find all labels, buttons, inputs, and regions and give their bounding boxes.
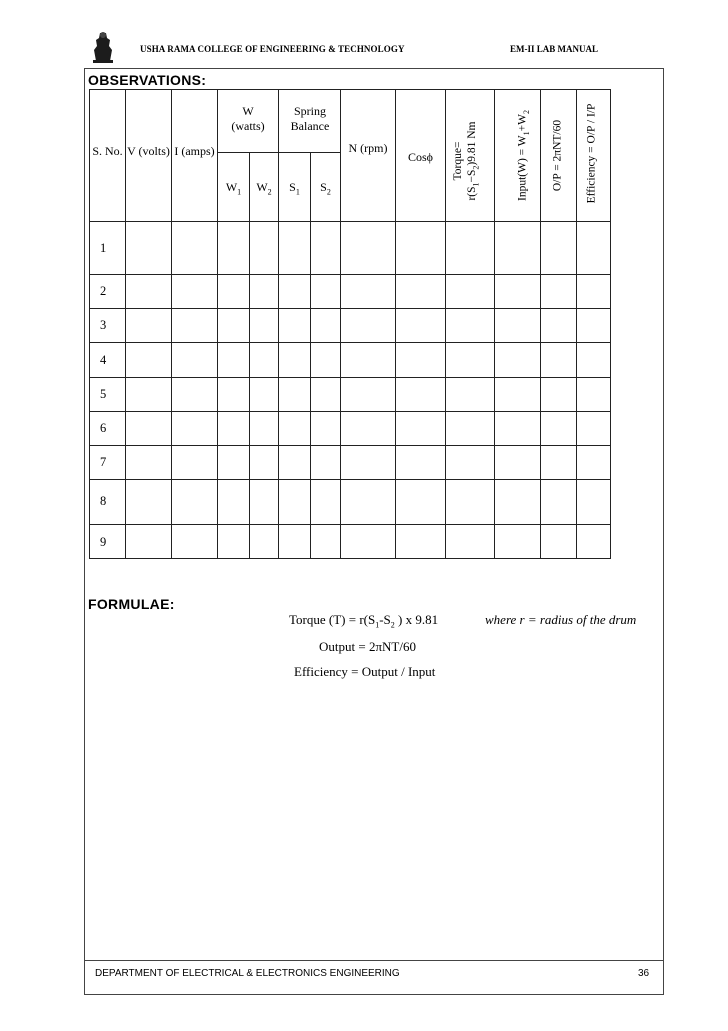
header-cos <box>396 150 445 165</box>
header-amps-text: I (amps) <box>174 144 215 158</box>
header-w1: $W_1$ <box>225 180 242 197</box>
header-input: Input(W) = $W_1+W_2$ <box>516 110 531 202</box>
header-efficiency <box>585 89 600 219</box>
row-number-2: 2 <box>100 284 107 298</box>
formula-output: Output = 2πNT/60 <box>319 639 416 654</box>
header-volts-text: V (volts) <box>127 144 170 158</box>
header-w2: $W_2$ <box>256 180 272 197</box>
row-number-7: 7 <box>100 455 107 469</box>
header-sno <box>90 144 125 159</box>
header-rpm-text: N (rpm) <box>348 141 388 155</box>
header-cos-text: Cosϕ <box>408 150 433 164</box>
row-number-6: 6 <box>100 421 107 435</box>
page-number: 36 <box>638 968 650 979</box>
formula-where: where r = radius of the drum <box>485 612 637 627</box>
header-spring-text: Spring Balance <box>290 104 330 133</box>
row-number-1: 1 <box>100 241 107 255</box>
header-torque: Torque= $r(S_1-S_2)9.81$ Nm <box>452 121 481 201</box>
row-number-5: 5 <box>100 387 107 401</box>
formulae-title: FORMULAE: <box>88 596 175 612</box>
footer-department: DEPARTMENT OF ELECTRICAL & ELECTRONICS ENGINEERING <box>95 968 400 979</box>
header-watts-text: W (watts) <box>231 104 265 133</box>
header-volts <box>126 144 171 159</box>
header-watts <box>225 104 271 134</box>
header-efficiency-text: Efficiency = O/P / I/P <box>585 103 598 204</box>
header-s1: $S_1$ <box>289 180 300 197</box>
college-name: USHA RAMA COLLEGE OF ENGINEERING & TECHNOLOGY <box>140 44 405 54</box>
formula-efficiency: Efficiency = Output / Input <box>294 664 436 679</box>
header-sno-text: S. No. <box>92 144 123 158</box>
row-number-9: 9 <box>100 535 107 549</box>
row-number-4: 4 <box>100 353 107 367</box>
header-spring-balance <box>282 104 338 134</box>
row-number-8: 8 <box>100 494 107 508</box>
header-amps <box>172 144 217 159</box>
header-s2: $S_2$ <box>320 180 331 197</box>
section-title: OBSERVATIONS: <box>88 72 207 88</box>
header-rpm <box>345 141 391 156</box>
row-number-3: 3 <box>100 318 107 332</box>
header-output: O/P = 2πNT/60 <box>551 119 564 192</box>
formula-torque: Torque $(T) = r(S_1-S_2$ ) x 9.81 <box>289 612 439 630</box>
manual-title: EM-II LAB MANUAL <box>510 44 599 54</box>
